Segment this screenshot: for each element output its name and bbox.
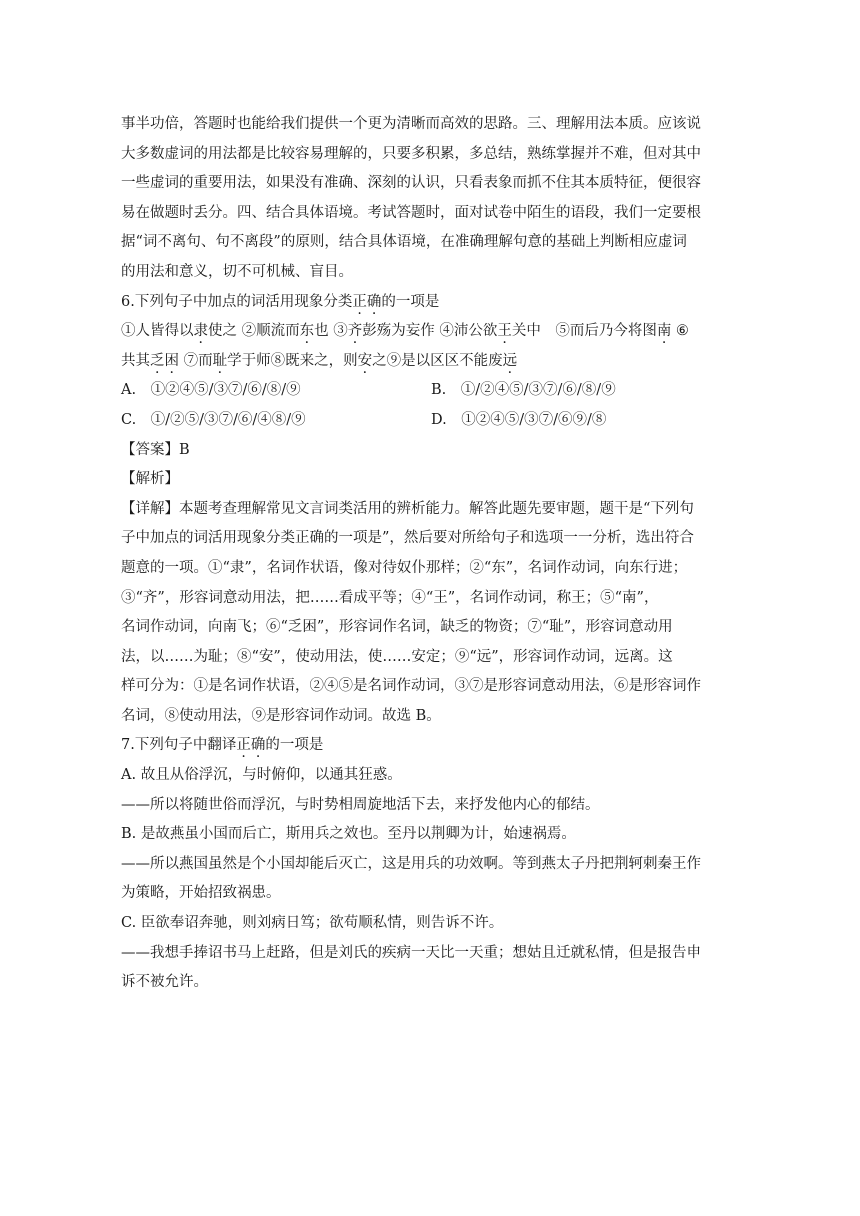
dotted-char: 乏 [150, 352, 165, 369]
option-d: D. ①②④⑤/③⑦/⑥⑨/⑧ [431, 411, 607, 428]
dotted-char: 正 [236, 737, 251, 754]
text-line: 的用法和意义，切不可机械、盲目。 [121, 263, 353, 280]
options-row-2 [121, 406, 741, 436]
text-line: B. 是故燕虽小国而后亡，斯用兵之效也。至丹以荆卿为计，始速祸焉。 [121, 826, 576, 843]
option-c: C. ①/②⑤/③⑦/⑥/④⑧/⑨ [121, 411, 306, 428]
question-6-stem: 6.下列句子中加点的词活用现象分类正确的一项是 [121, 293, 440, 310]
detail-paragraph [121, 495, 741, 732]
text-line: 题意的一项。①“隶”，名词作状语，像对待奴仆那样；②“东”，名词作动词，向东行进； [121, 559, 688, 576]
options-row-1 [121, 376, 741, 406]
question-7-stem: 7.下列句子中翻译正确的一项是 [121, 737, 324, 754]
analysis-label: 【解析】 [121, 471, 179, 488]
option-b: B. ①/②④⑤/③⑦/⑥/⑧/⑨ [431, 382, 616, 399]
dotted-char: 齐 [347, 323, 363, 340]
dotted-char: 东 [299, 323, 315, 340]
answer-label: 【答案】B [121, 441, 190, 458]
text-line: 据“词不离句、句不离段”的原则，结合具体语境，在准确理解句意的基础上判断相应虚词 [121, 234, 687, 251]
text-line: 诉不被允许。 [121, 974, 208, 991]
text-line: C. 臣欲奉诏奔驰，则刘病日笃；欲苟顺私情，则告诉不许。 [121, 915, 504, 932]
text-line: ——所以将随世俗而浮沉，与时势相周旋地活下去，来抒发他内心的郁结。 [121, 796, 600, 813]
text-line: 样可分为：①是名词作状语，②④⑤是名词作动词，③⑦是形容词意动用法，⑥是形容词作 [121, 678, 701, 695]
text-line: 名词，⑧使动用法，⑨是形容词作动词。故选 B。 [121, 707, 441, 724]
document-content [121, 110, 741, 998]
text-line: 大多数虚词的用法都是比较容易理解的，只要多积累，多总结，熟练掌握并不难，但对其中 [121, 145, 701, 162]
intro-paragraph [121, 110, 741, 288]
option-a: A. ①②④⑤/③⑦/⑥/⑧/⑨ [121, 382, 301, 399]
dotted-char: 远 [502, 352, 518, 369]
question-6-sentences-line-1: ①人皆得以隶使之 ②顺流而东也 ③齐彭殇为妄作 ④沛公欲王关中 ⑤而后乃今将图南 ⑥ [121, 323, 689, 340]
text-line: 为策略，开始招致祸患。 [121, 885, 281, 902]
text-line: 法，以……为耻；⑧“安”，使动用法，使……安定；⑨“远”，形容词作动词，远离。这 [121, 648, 673, 665]
question-7 [121, 731, 741, 997]
text-line: ——所以燕国虽然是个小国却能后灭亡，这是用兵的功效啊。等到燕太子丹把荆轲刺秦王作 [121, 855, 701, 872]
text-line: 子中加点的词活用现象分类正确的一项是”，然后要对所给句子和选项一一分析，选出符合 [121, 530, 694, 547]
text-line: 事半功倍，答题时也能给我们提供一个更为清晰而高效的思路。三、理解用法本质。应该说 [121, 116, 701, 132]
text-line: 易在做题时丢分。四、结合具体语境。考试答题时，面对试卷中陌生的语段，我们一定要根 [121, 204, 701, 221]
dotted-char: 正 [352, 293, 367, 310]
text-line: ③“齐”，形容词意动用法，把……看成平等；④“王”，名词作动词，称王；⑤“南”， [121, 589, 659, 606]
dotted-char: 确 [366, 293, 382, 310]
text-line: A. 故且从俗浮沉，与时俯仰，以通其狂惑。 [121, 767, 402, 784]
text-line: ——我想手捧诏书马上赶路，但是刘氏的疾病一天比一天重；想姑且迁就私情，但是报告申 [121, 944, 701, 961]
text-line: 名词作动词，向南飞；⑥“乏困”，形容词作名词，缺乏的物资；⑦“耻”，形容词意动用 [121, 619, 673, 636]
text-line: 【详解】本题考查理解常见文言词类活用的辨析能力。解答此题先要审题，题干是“下列句 [121, 500, 694, 517]
dotted-char: 隶 [193, 323, 208, 340]
dotted-char: 南 [656, 323, 672, 340]
dotted-char: 安 [357, 352, 373, 369]
dotted-char: 确 [250, 737, 266, 754]
dotted-char: 耻 [212, 352, 228, 369]
question-6 [121, 288, 741, 732]
question-6-sentences-line-2: 共其乏困 ⑦而耻学于师⑧既来之，则安之⑨是以区区不能废远 [121, 352, 518, 369]
text-line: 一些虚词的重要用法，如果没有准确、深刻的认识，只看表象而抓不住其本质特征，便很容 [121, 175, 701, 192]
dotted-char: 困 [164, 352, 179, 369]
dotted-char: 王 [497, 323, 512, 340]
